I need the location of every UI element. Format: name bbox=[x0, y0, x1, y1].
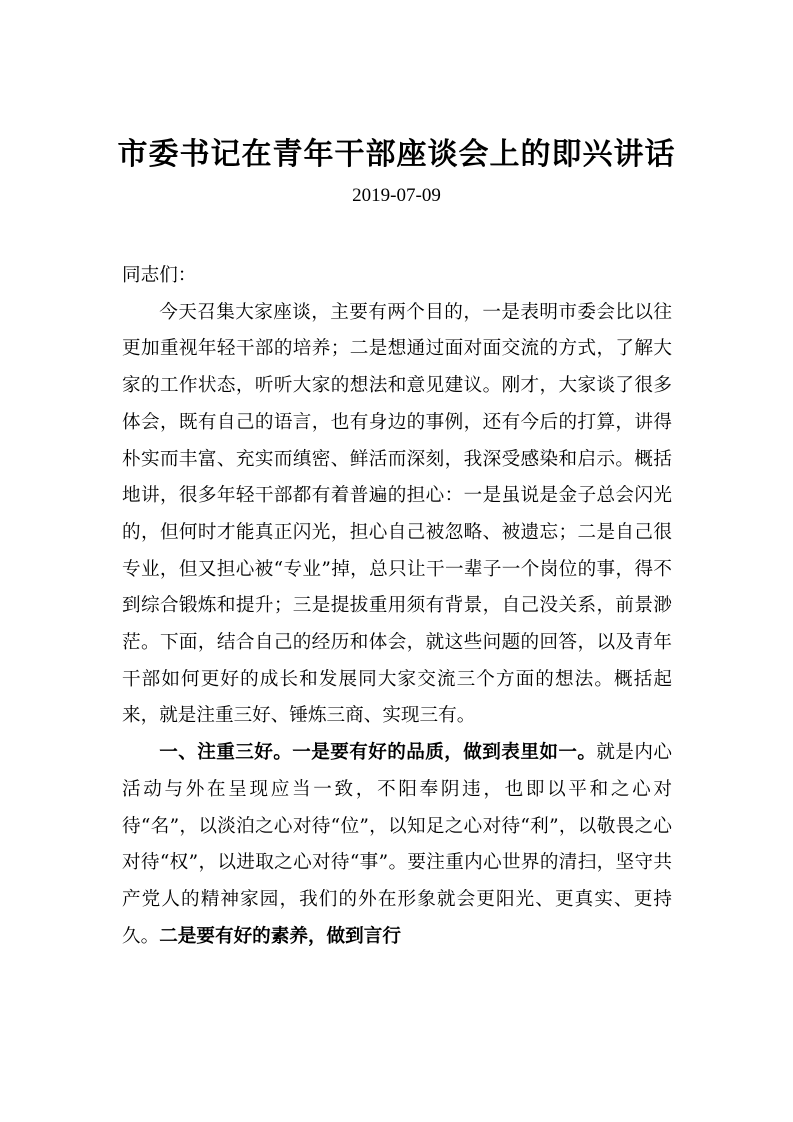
section-1-point-1-lead: 一是要有好的品质，做到表里如一。 bbox=[292, 742, 597, 764]
paragraph-section-1 bbox=[122, 735, 672, 955]
section-1-point-2-lead: 二是要有好的素养，做到言行 bbox=[159, 925, 401, 947]
document-body bbox=[122, 258, 672, 955]
salutation: 同志们： bbox=[122, 265, 197, 286]
paragraph-intro: 今天召集大家座谈，主要有两个目的，一是表明市委会比以往更加重视年轻干部的培养；二是想通过面对面交流的方式，了解大家的工作状态，听听大家的想法和意见建议。刚才，大家谈了很多体会，既有自己的语言，也有身边的事例，还有今后的打算，讲得朴实而丰富、充实而缜密、鲜活而深刻，我深受感染和启示。概括地讲，很多年轻干部都有着普遍的担心：一是虽说是金子总会闪光的，但何时才能真正闪光，担心自己被忽略、被遗忘；二是自己很专业，但又担心被“专业”掉，总只让干一辈子一个岗位的事，得不到综合锻炼和提升；三是提拔重用须有背景，自己没关系，前景渺茫。下面，结合自己的经历和体会，就这些问题的回答，以及青年干部如何更好的成长和发展同大家交流三个方面的想法。概括起来，就是注重三好、锤炼三商、实现三有。 bbox=[122, 301, 672, 727]
section-1-heading: 一、注重三好。 bbox=[159, 742, 293, 764]
document-date: 2019-07-09 bbox=[352, 185, 441, 206]
document-title: 市委书记在青年干部座谈会上的即兴讲话 bbox=[117, 137, 676, 172]
section-1-point-1-text: 就是内心活动与外在呈现应当一致，不阳奉阴违，也即以平和之心对待“名”，以淡泊之心对待“位”，以知足之心对待“利”，以敬畏之心对待“权”，以进取之心对待“事”。要注重内心世界的清扫，坚守共产党人的精神家园，我们的外在形象就会更阳光、更真实、更持久。 bbox=[122, 742, 672, 947]
